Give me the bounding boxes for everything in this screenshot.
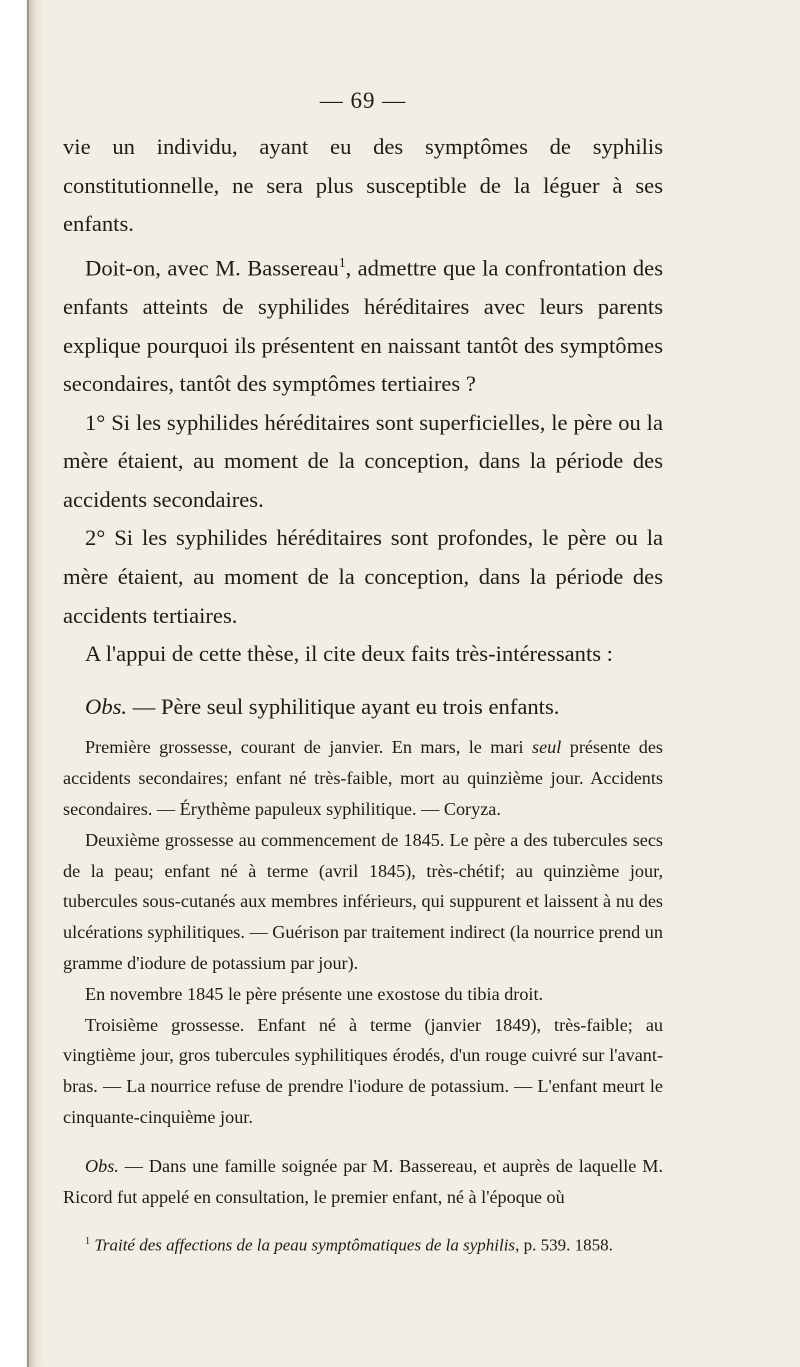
page-number: — 69 — — [319, 88, 407, 113]
paragraph-point-1: 1° Si les syphilides héréditaires sont superficielles, le père ou la mère étaient, au moment de la conception, dans la période des accidents secondaires. — [63, 409, 663, 512]
main-text — [63, 128, 663, 674]
footnote-reference: 1 — [338, 254, 346, 270]
observation-paragraph: Troisième grossesse. Enfant né à terme (janvier 1849), très-faible; au vingtième jour, gros tubercules syphilitiques érodés, d'un rouge cuivré sur l'avant-bras. — La nourrice refuse de prendre l'iodure de potassium. — L'enfant meurt le cinquante-cinquième jour. — [63, 1014, 663, 1127]
footnote — [63, 1230, 663, 1258]
observation-paragraph: En novembre 1845 le père présente une exostose du tibia droit. — [85, 983, 544, 1004]
paragraph-point-2: 2° Si les syphilides héréditaires sont profondes, le père ou la mère étaient, au moment de la conception, dans la période des accidents tertiaires. — [63, 525, 663, 628]
paragraph-continuation: vie un individu, ayant eu des symptômes de syphilis constitutionnelle, ne sera plus susceptible de la léguer à ses enfants. — [63, 134, 663, 237]
paragraph-appui: A l'appui de cette thèse, il cite deux faits très-intéressants : — [85, 641, 613, 667]
paragraph-text: Doit-on, avec M. Bassereau — [85, 255, 339, 281]
footnote-reference-text: , p. 539. 1858. — [515, 1236, 613, 1256]
observation-text: — Dans une famille soignée par M. Bassereau, et auprès de laquelle M. Ricord fut appelé en consultation, le premier enfant, né à l'époque où — [63, 1155, 663, 1207]
observation-paragraph: Deuxième grossesse au commencement de 1845. Le père a des tubercules secs de la peau; enfant né à terme (avril 1845), très-chétif; au quinzième jour, tubercules sous-cutanés aux membres inférieurs, qui suppurent et laissent à nu des ulcérations syphilitiques. — Guérison par traitement indirect (la nourrice prend un gramme d'iodure de potassium par jour). — [63, 829, 663, 974]
paragraph-text: , admettre que la confrontation des enfants atteints de syphilides héréditaires avec leurs parents explique pourquoi ils présentent en naissant tantôt des symptômes secondaires, tantôt des symptômes tertiaires ? — [63, 255, 664, 397]
book-binding-edge — [0, 0, 44, 1367]
observation-label: Obs. — [85, 1155, 119, 1176]
footnote-marker: 1 — [85, 1236, 91, 1248]
footnote-title: Traité des affections de la peau symptômatiques de la syphilis — [94, 1236, 516, 1256]
observation-text: Première grossesse, courant de janvier. En mars, le mari — [85, 737, 532, 758]
observation-paragraph — [63, 732, 663, 824]
observation-label: Obs. — [85, 693, 128, 719]
observation-paragraph — [63, 1151, 663, 1213]
observation-text: présente des accidents secondaires; enfant né très-faible, mort au quinzième jour. Accidents secondaires. — Érythème papuleux syphilitique. — Coryza. — [63, 737, 663, 820]
observation-2-body — [63, 1151, 663, 1213]
observation-1-body — [63, 732, 663, 1132]
observation-heading — [63, 688, 663, 727]
paragraph-bassereau-question — [63, 244, 663, 404]
observation-title: — Père seul syphilitique ayant eu trois enfants. — [127, 693, 560, 719]
emphasis-text: seul — [532, 737, 562, 758]
book-page — [63, 88, 663, 1258]
